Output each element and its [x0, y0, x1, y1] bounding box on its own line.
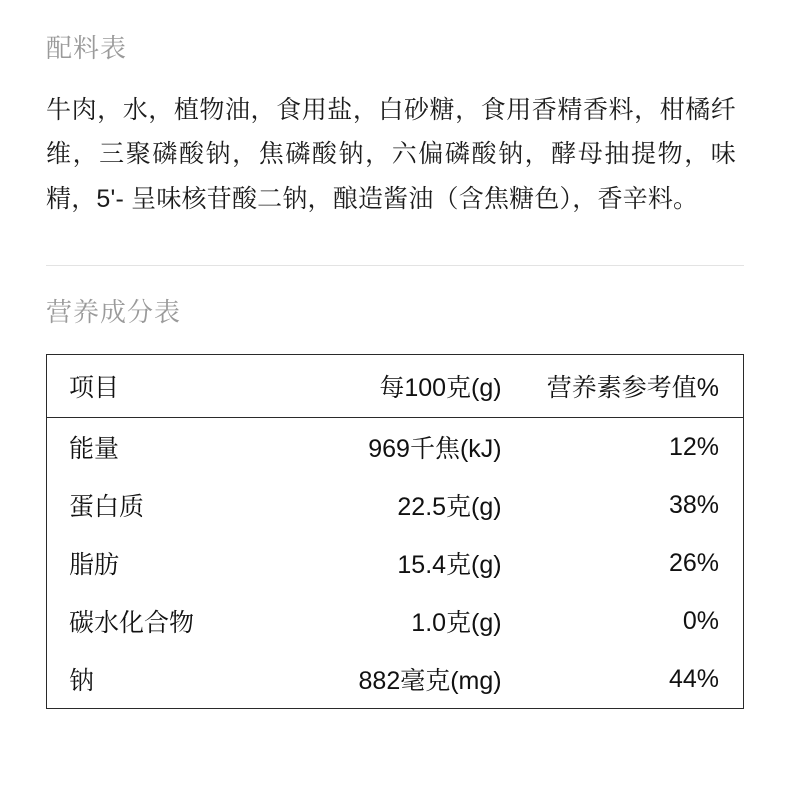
cell-per-100g: 882毫克(mg)	[358, 667, 502, 696]
header-item: 项目	[47, 355, 279, 418]
nutrition-section-title: 营养成分表	[46, 297, 182, 328]
table-row	[47, 418, 743, 477]
nutrition-table-wrapper	[46, 354, 744, 709]
table-header-row	[47, 355, 743, 418]
cell-item: 碳水化合物	[69, 609, 195, 638]
table-row	[47, 476, 743, 534]
section-divider	[46, 265, 744, 266]
cell-nrv: 0%	[682, 606, 719, 635]
cell-per-100g: 969千焦(kJ)	[368, 435, 502, 464]
ingredients-list-text: 牛肉，水，植物油，食用盐，白砂糖，食用香精香料，柑橘纤维，三聚磷酸钠，焦磷酸钠，六偏磷酸钠，酵母抽提物，味精，5'- 呈味核苷酸二钠，酿造酱油（含焦糖色），香辛料。	[46, 95, 736, 213]
nutrition-facts-table	[47, 355, 743, 708]
cell-per-100g: 1.0克(g)	[411, 609, 502, 638]
cell-item: 脂肪	[69, 551, 120, 580]
cell-item: 能量	[69, 435, 120, 464]
cell-nrv: 12%	[668, 432, 719, 461]
table-row	[47, 592, 743, 650]
table-row	[47, 650, 743, 708]
cell-nrv: 44%	[668, 664, 719, 693]
cell-item: 钠	[69, 667, 95, 696]
table-row	[47, 534, 743, 592]
cell-nrv: 38%	[668, 490, 719, 519]
header-nrv: 营养素参考值%	[516, 355, 743, 418]
ingredients-section-title: 配料表	[46, 33, 128, 63]
cell-per-100g: 15.4克(g)	[397, 551, 502, 580]
cell-per-100g: 22.5克(g)	[397, 493, 502, 522]
header-per-100g: 每100克(g)	[279, 355, 516, 418]
cell-nrv: 26%	[668, 548, 719, 577]
cell-item: 蛋白质	[69, 493, 145, 522]
